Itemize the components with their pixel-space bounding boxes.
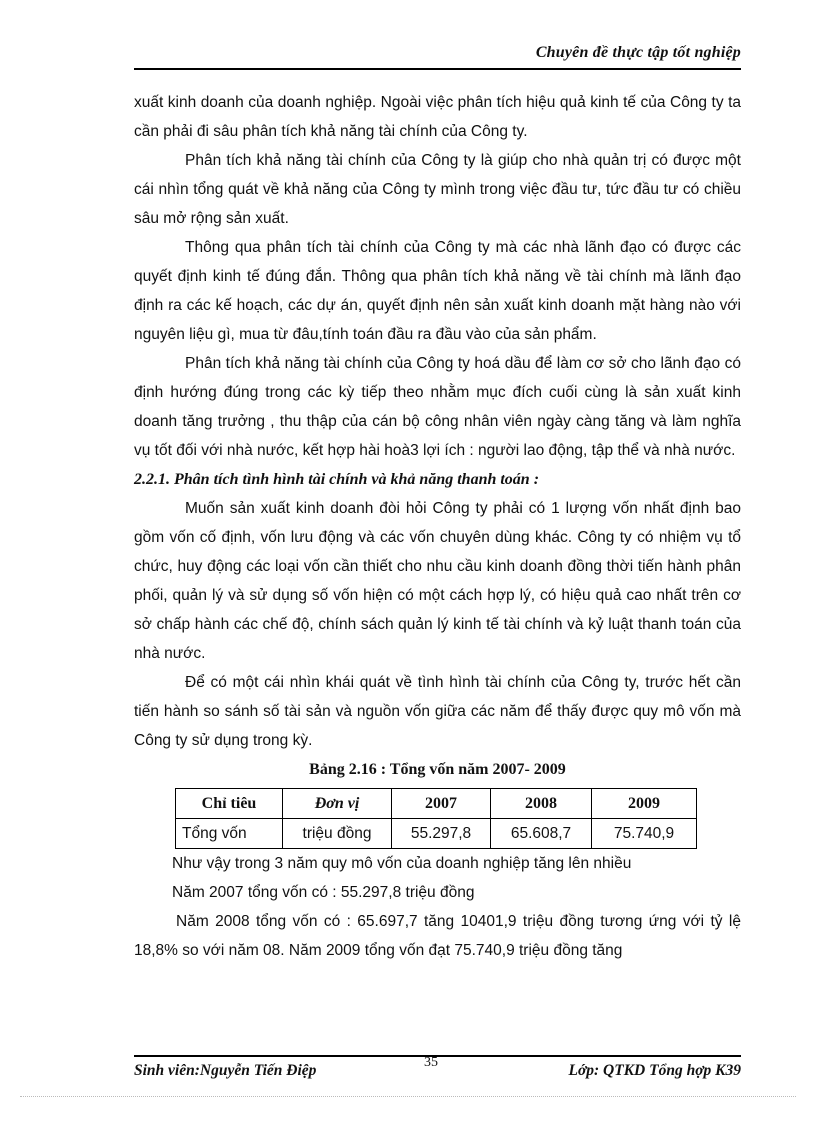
capital-table: [175, 788, 697, 849]
page-header: [134, 44, 741, 70]
footer-class: Lớp: QTKD Tổng hợp K39: [568, 1062, 741, 1079]
paragraph: xuất kinh doanh của doanh nghiệp. Ngoài việc phân tích hiệu quả kinh tế của Công ty ta cần phải đi sâu phân tích khả năng tài chính của Công ty.: [134, 94, 741, 140]
header-cell: 2009: [592, 789, 697, 819]
paragraph: Như vậy trong 3 năm quy mô vốn của doanh nghiệp tăng lên nhiều: [172, 855, 632, 872]
document-body: [134, 88, 741, 965]
table-cell: triệu đồng: [283, 819, 392, 849]
paragraph: Để có một cái nhìn khái quát về tình hình tài chính của Công ty, trước hết cần tiến hành so sánh số tài sản và nguồn vốn giữa các năm để thấy được quy mô vốn mà Công ty sử dụng trong kỳ.: [134, 674, 741, 749]
table-cell: 65.608,7: [491, 819, 592, 849]
paragraph: Phân tích khả năng tài chính của Công ty hoá dầu để làm cơ sở cho lãnh đạo có định hướng đúng trong các kỳ tiếp theo nhằm mục đích cuối cùng là sản xuất kinh doanh tăng trưởng , thu thập của cán bộ công nhân viên ngày càng tăng và làm nghĩa vụ tốt đối với nhà nước, kết hợp hài hoà3 lợi ích : người lao động, tập thể và nhà nước.: [134, 355, 741, 459]
paragraph: Phân tích khả năng tài chính của Công ty là giúp cho nhà quản trị có được một cái nhìn tổng quát về khả năng của Công ty mình trong việc đầu tư, tức đầu tư có chiều sâu mở rộng sản xuất.: [134, 152, 741, 227]
section-heading: 2.2.1. Phân tích tình hình tài chính và khả năng thanh toán :: [134, 471, 540, 488]
footer-student: Sinh viên:Nguyễn Tiến Điệp: [134, 1062, 317, 1079]
page-footer: [134, 1055, 741, 1083]
header-title: Chuyên đề thực tập tốt nghiệp: [535, 44, 741, 61]
header-cell: 2007: [392, 789, 491, 819]
header-cell: 2008: [491, 789, 592, 819]
page-edge-divider: [20, 1096, 796, 1097]
table-caption: Bảng 2.16 : Tổng vốn năm 2007- 2009: [309, 761, 566, 778]
table-cell: Tổng vốn: [176, 819, 283, 849]
table-row: [176, 819, 697, 849]
paragraph: Năm 2008 tổng vốn có : 65.697,7 tăng 10401,9 triệu đồng tương ứng với tỷ lệ 18,8% so với năm 08. Năm 2009 tổng vốn đạt 75.740,9 triệu đồng tăng: [134, 913, 741, 959]
header-cell: Đơn vị: [283, 789, 392, 819]
table-header-row: [176, 789, 697, 819]
paragraph: Năm 2007 tổng vốn có : 55.297,8 triệu đồng: [172, 884, 475, 901]
header-cell: Chỉ tiêu: [176, 789, 283, 819]
page-number: 35: [424, 1055, 438, 1070]
paragraph: Muốn sản xuất kinh doanh đòi hỏi Công ty phải có 1 lượng vốn nhất định bao gồm vốn cố định, vốn lưu động và các vốn chuyên dùng khác. Công ty có nhiệm vụ tổ chức, huy động các loại vốn cần thiết cho nhu cầu kinh doanh đồng thời tiến hành phân phối, quản lý và sử dụng số vốn hiện có một cách hợp lý, có hiệu quả cao nhất trên cơ sở chấp hành các chế độ, chính sách quản lý kinh tế tài chính và kỷ luật thanh toán của nhà nước.: [134, 500, 741, 662]
table-cell: 75.740,9: [592, 819, 697, 849]
paragraph: Thông qua phân tích tài chính của Công ty mà các nhà lãnh đạo có được các quyết định kinh tế đúng đắn. Thông qua phân tích khả năng về tài chính mà lãnh đạo định ra các kế hoạch, các dự án, quyết định nên sản xuất kinh doanh mặt hàng nào với nguyên liệu gì, mua từ đâu,tính toán đầu ra đầu vào của sản phẩm.: [134, 239, 741, 343]
table-cell: 55.297,8: [392, 819, 491, 849]
